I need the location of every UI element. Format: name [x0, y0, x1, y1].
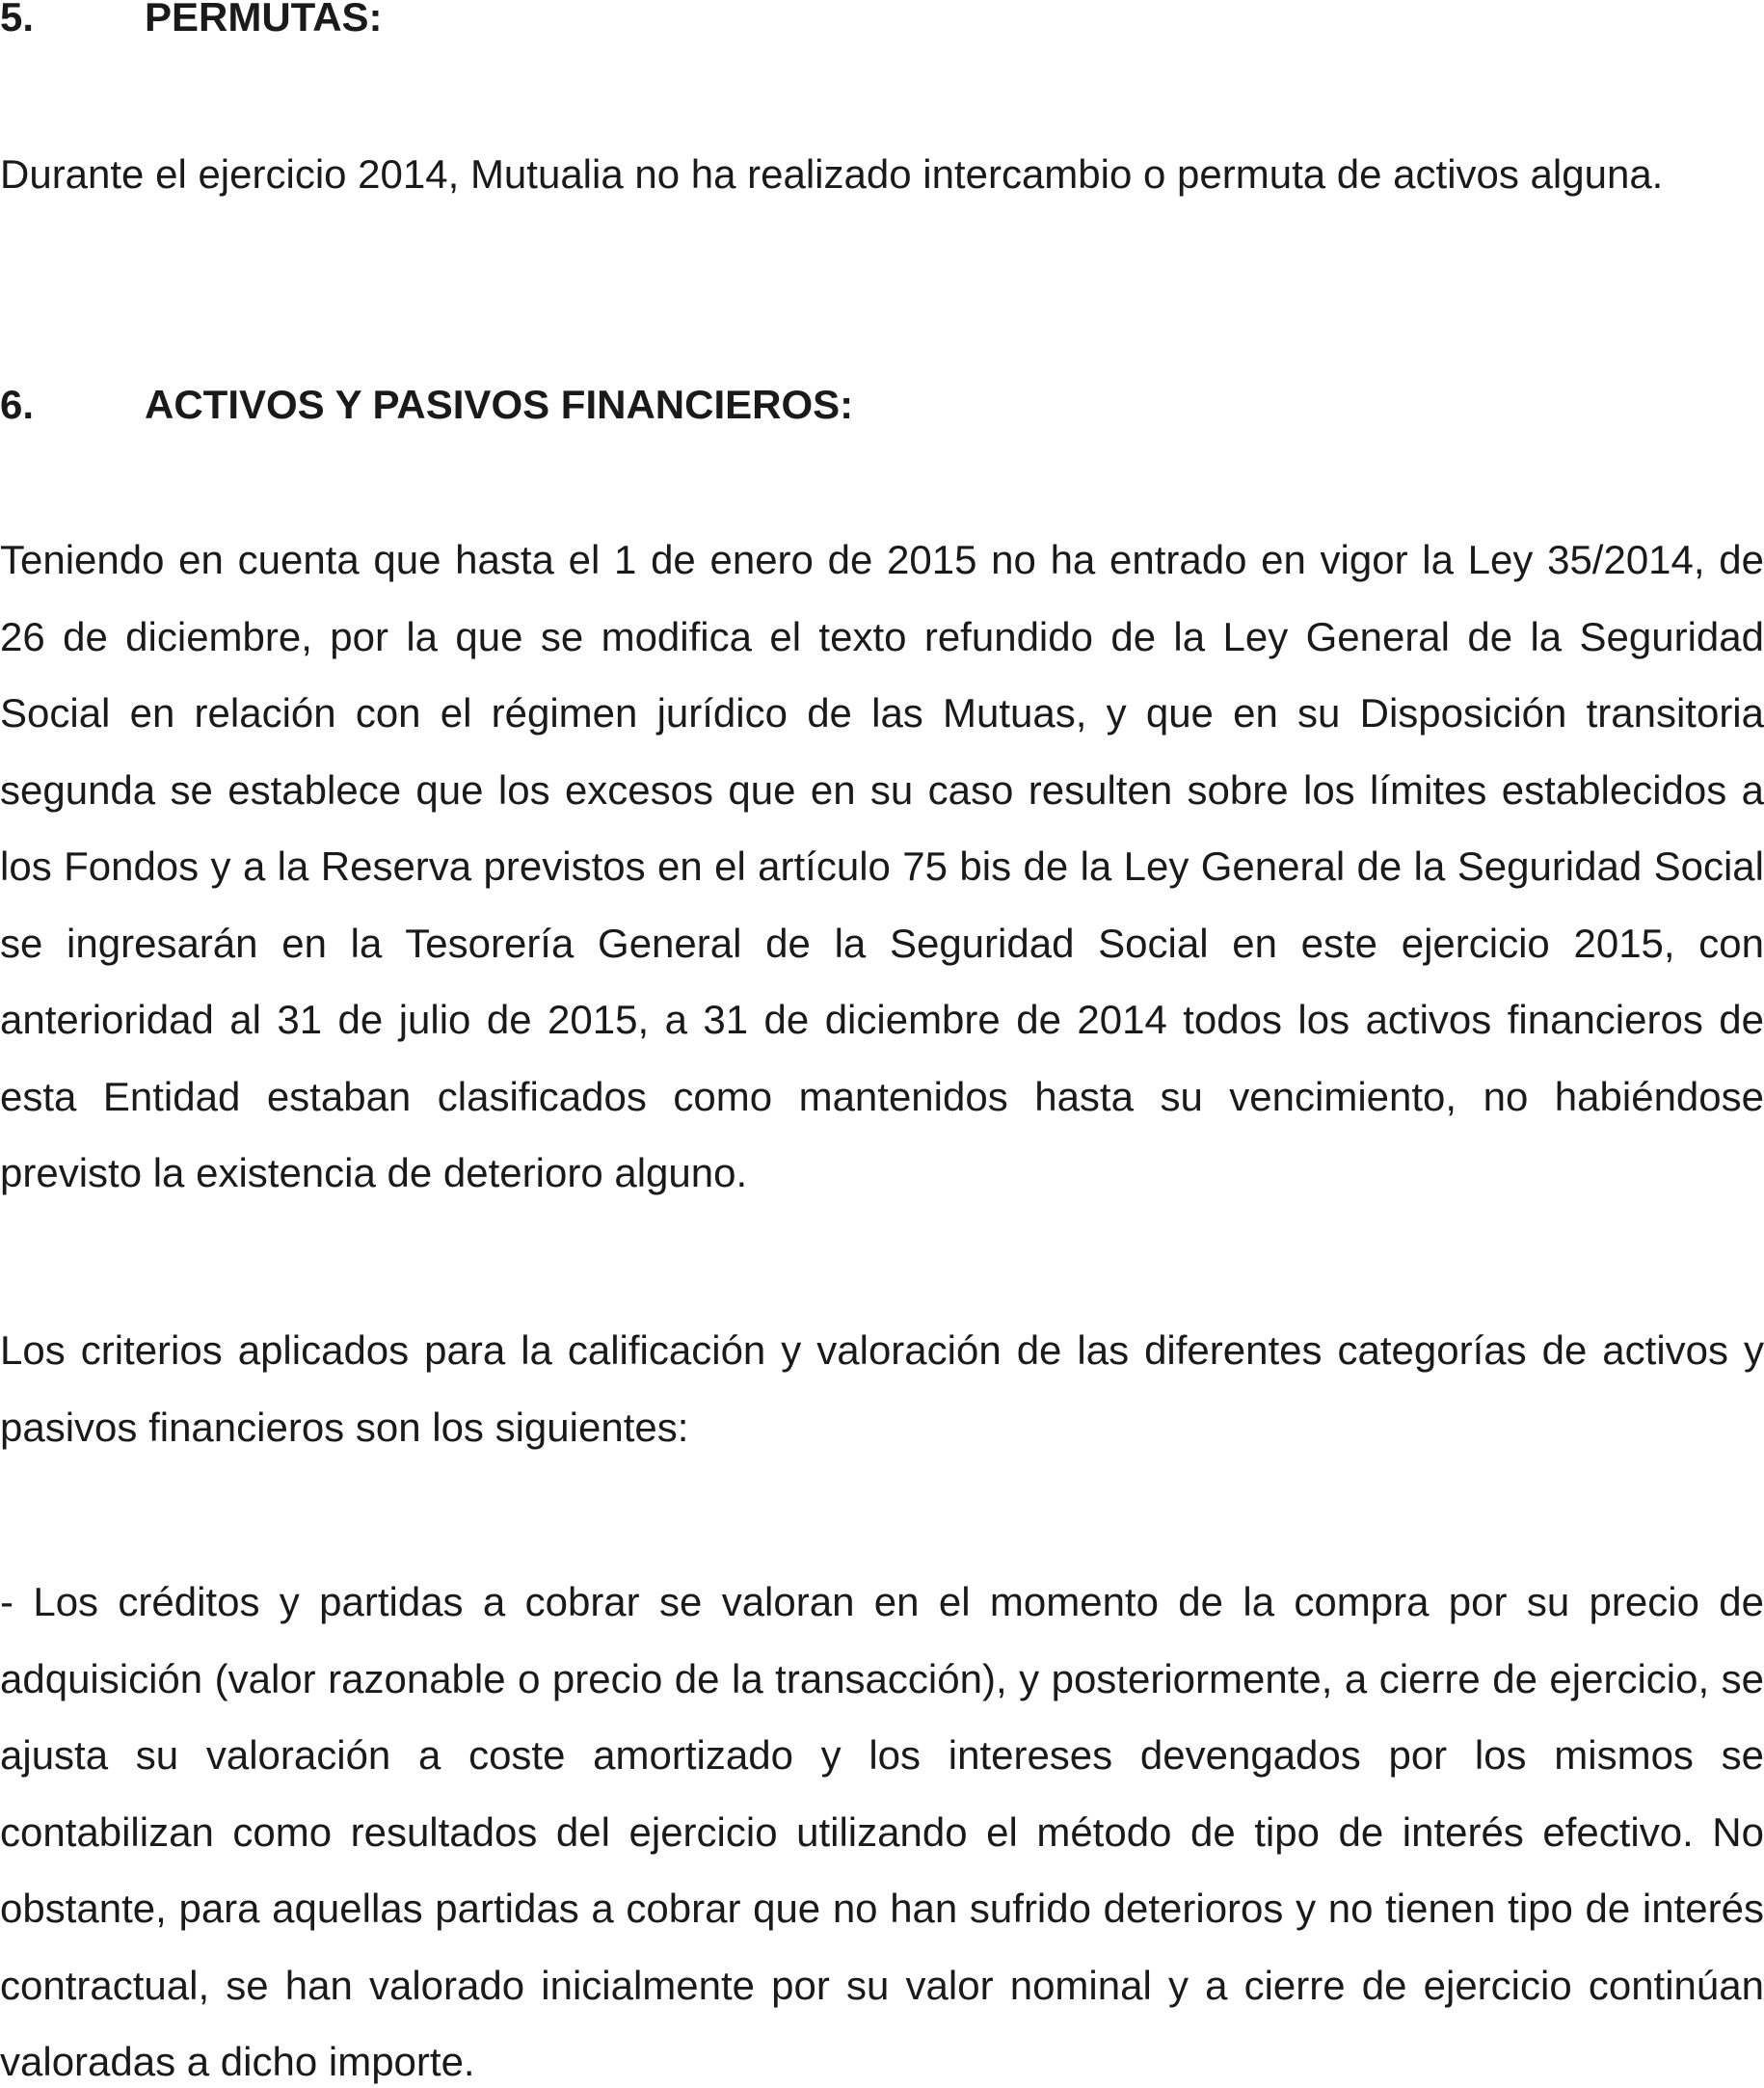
section-5-number: 5.: [0, 0, 35, 40]
section-5-title: PERMUTAS:: [145, 0, 383, 40]
section-6-paragraph-1: Teniendo en cuenta que hasta el 1 de enero de 2015 no ha entrado en vigor la Ley 35/2014, de 26 de diciembre, por la que se modifica el texto refundido de la Ley General de la Seguridad Social en relación con el régimen jurídico de las Mutuas, y que en su Disposición transitoria segunda se establece que los excesos que en su caso resulten sobre los límites establecidos a los Fondos y a la Reserva previstos en el artículo 75 bis de la Ley General de la Seguridad Social se ingresarán en la Tesorería General de la Seguridad Social en este ejercicio 2015, con anterioridad al 31 de julio de 2015, a 31 de diciembre de 2014 todos los activos financieros de esta Entidad estaban clasificados como mantenidos hasta su vencimiento, no habiéndose previsto la existencia de deterioro alguno.: [0, 537, 1764, 1195]
section-6-heading: [0, 382, 854, 428]
section-6-title: ACTIVOS Y PASIVOS FINANCIEROS:: [145, 382, 854, 427]
section-6-number: 6.: [0, 382, 35, 427]
section-6-paragraph-2: Los criterios aplicados para la calificación y valoración de las diferentes categorías de activos y pasivos financieros son los siguientes:: [0, 1327, 1764, 1450]
section-5-paragraph: Durante el ejercicio 2014, Mutualia no ha realizado intercambio o permuta de activos alguna.: [0, 151, 1664, 197]
section-6-paragraph-3: - Los créditos y partidas a cobrar se valoran en el momento de la compra por su precio de adquisición (valor razonable o precio de la transacción), y posteriormente, a cierre de ejercicio, se ajusta su valoración a coste amortizado y los intereses devengados por los mismos se contabilizan como resultados del ejercicio utilizando el método de tipo de interés efectivo. No obstante, para aquellas partidas a cobrar que no han sufrido deterioros y no tienen tipo de interés contractual, se han valorado inicialmente por su valor nominal y a cierre de ejercicio continúan valoradas a dicho importe.: [0, 1579, 1764, 2084]
section-5-heading: [0, 0, 383, 40]
